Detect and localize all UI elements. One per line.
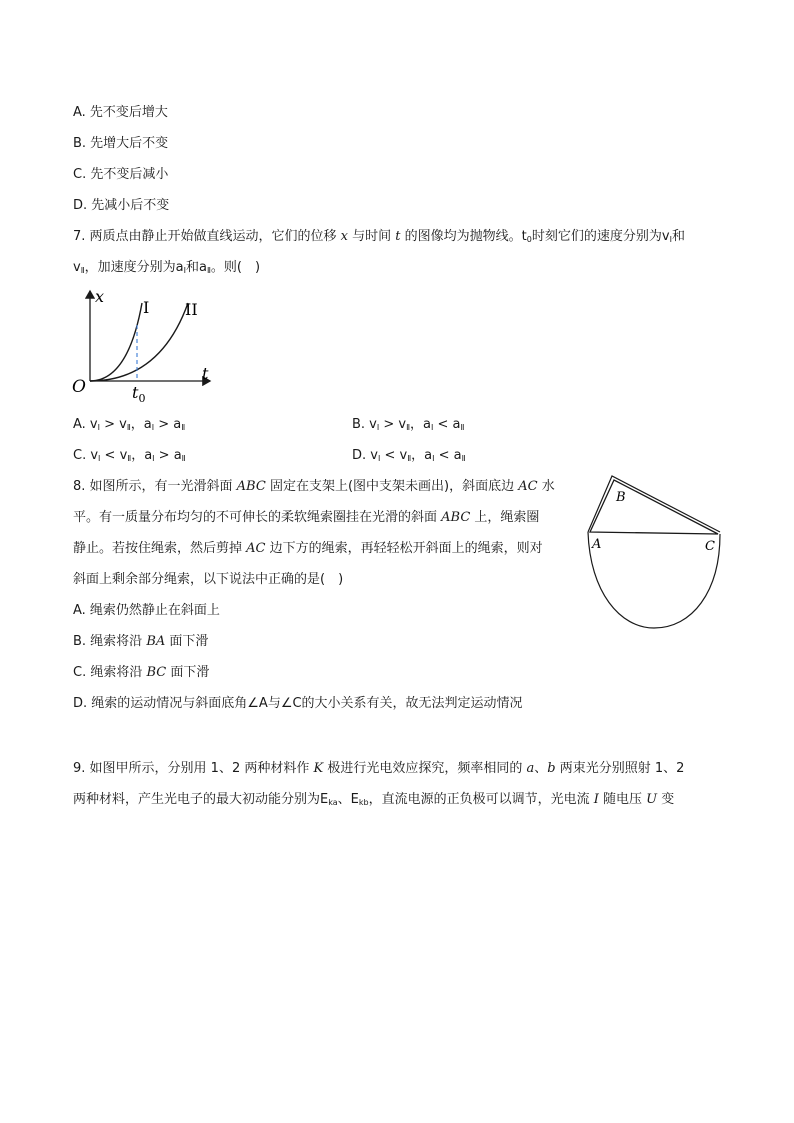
opt-var-ba: BA <box>146 634 166 649</box>
t0-label-sub: 0 <box>138 392 146 403</box>
q9-text: 极进行光电效应探究，频率相同的 <box>323 761 527 776</box>
q7-text: 的图像均为抛物线。 <box>400 229 522 244</box>
opt-sub: Ⅰ <box>376 423 380 432</box>
q9-text: 9. 如图甲所示，分别用 1、2 两种材料作 <box>73 761 314 776</box>
opt-var-bc: BC <box>146 665 167 680</box>
q9-text: 、E <box>337 792 359 807</box>
q8-var-ac: AC <box>518 479 538 494</box>
q8-text: 平。有一质量分布均匀的不可伸长的柔软绳索圈挂在光滑的斜面 <box>73 510 442 525</box>
origin-label: O <box>72 377 86 397</box>
opt-text: > v <box>379 417 407 432</box>
q7-var-v: v <box>661 229 670 244</box>
q9-var-a: a <box>526 761 535 776</box>
q9-var-u: U <box>646 792 658 807</box>
opt-text: ，a <box>130 417 152 432</box>
q7-stem-line1 <box>73 228 685 249</box>
q7-text: ，加速度分别为 <box>84 260 176 275</box>
opt-text: < v <box>380 448 408 463</box>
opt-text: ，a <box>131 448 153 463</box>
q9-var-k: K <box>313 761 324 776</box>
q7-text: 和 <box>671 229 685 244</box>
q9-text: 、 <box>534 761 548 776</box>
q8-text: 静止。若按住绳索，然后剪掉 <box>73 541 247 556</box>
opt-sub: Ⅱ <box>460 423 465 432</box>
rope-upper <box>588 476 720 532</box>
q7-var-a: a <box>199 260 207 275</box>
prev-option-a: A. 先不变后增大 <box>73 105 168 120</box>
opt-text: B. v <box>352 417 377 432</box>
q8-slope-figure <box>580 472 730 634</box>
opt-sub: Ⅱ <box>181 454 186 463</box>
opt-text: A. v <box>73 417 98 432</box>
opt-text: 面下滑 <box>166 665 210 680</box>
opt-sub: Ⅱ <box>127 454 132 463</box>
label-a: A <box>592 537 602 552</box>
opt-sub: Ⅰ <box>431 423 434 432</box>
q7-sub: Ⅰ <box>669 235 672 244</box>
prev-option-c: C. 先不变后减小 <box>73 167 169 182</box>
q7-var-x: x <box>340 229 349 244</box>
opt-text: > v <box>99 417 127 432</box>
q7-text: 与时间 <box>348 229 396 244</box>
q9-text: 变 <box>657 792 675 807</box>
opt-sub: Ⅰ <box>432 454 435 463</box>
q7-var-v: v <box>73 260 81 275</box>
q9-text: 随电压 <box>598 792 647 807</box>
prev-option-b: B. 先增大后不变 <box>73 136 169 151</box>
q7-var-t0: t <box>521 229 527 244</box>
q7-text: 7. 两质点由静止开始做直线运动，它们的位移 <box>73 229 341 244</box>
q8-option-b[interactable] <box>73 633 208 651</box>
prev-option-d: D. 先减小后不变 <box>73 198 170 213</box>
opt-sub: Ⅰ <box>151 423 155 432</box>
q8-option-c[interactable] <box>73 664 209 682</box>
opt-sub: Ⅰ <box>98 454 101 463</box>
q9-text: ，直流电源的正负极可以调节，光电流 <box>368 792 594 807</box>
opt-text: ，a <box>410 417 432 432</box>
t0-label-main: t <box>132 383 139 402</box>
curve-2-label: II <box>185 300 198 319</box>
opt-text: > a <box>154 448 182 463</box>
opt-text: C. 绳索将沿 <box>73 665 147 680</box>
q7-sub: Ⅱ <box>206 266 211 275</box>
y-axis-label: x <box>95 287 105 306</box>
curve-1-label: I <box>143 298 150 317</box>
curve-1 <box>90 303 142 381</box>
q7-option-c[interactable] <box>73 447 186 468</box>
opt-text: C. v <box>73 448 99 463</box>
q7-sub: Ⅱ <box>80 266 85 275</box>
q9-text: 两束光分别照射 1、2 <box>555 761 685 776</box>
q8-option-d[interactable]: D. 绳索的运动情况与斜面底角∠A与∠C的大小关系有关，故无法判定运动情况 <box>73 696 523 711</box>
q8-stem-line2 <box>73 509 539 527</box>
q9-stem-line1 <box>73 760 684 778</box>
q8-stem-line4: 斜面上剩余部分绳索，以下说法中正确的是( ) <box>73 572 344 587</box>
opt-text: ，a <box>411 448 433 463</box>
opt-text: 面下滑 <box>165 634 209 649</box>
x-axis-label: t <box>202 364 209 383</box>
q7-option-b[interactable] <box>352 416 464 437</box>
q7-option-a[interactable] <box>73 416 185 437</box>
q7-stem-line2 <box>73 259 260 280</box>
q8-text: 8. 如图所示，有一光滑斜面 <box>73 479 237 494</box>
q7-sub: 0 <box>526 235 532 244</box>
q8-var-abc: ABC <box>236 479 266 494</box>
rope-lower-loop <box>588 532 720 628</box>
opt-text: < v <box>100 448 128 463</box>
opt-sub: Ⅱ <box>406 423 411 432</box>
q7-text: 时刻它们的速度分别为 <box>531 229 662 244</box>
q8-var-ac: AC <box>246 541 266 556</box>
q8-text: 水 <box>537 479 555 494</box>
q8-text: 边下方的绳索，再轻轻松开斜面上的绳索，则对 <box>265 541 543 556</box>
opt-text: < a <box>433 417 461 432</box>
q8-stem-line3 <box>73 540 543 558</box>
opt-sub: Ⅱ <box>126 423 131 432</box>
q7-var-a: a <box>175 260 184 275</box>
opt-text: B. 绳索将沿 <box>73 634 147 649</box>
q9-stem-line2 <box>73 791 674 812</box>
q9-var-b: b <box>547 761 556 776</box>
opt-sub: Ⅱ <box>407 454 412 463</box>
label-c: C <box>705 539 715 554</box>
q7-text: 和 <box>185 260 199 275</box>
incline-triangle <box>590 480 718 534</box>
q7-text: 。则( ) <box>210 260 261 275</box>
q7-var-t: t <box>395 229 401 244</box>
q8-option-a[interactable]: A. 绳索仍然静止在斜面上 <box>73 603 220 618</box>
opt-sub: Ⅰ <box>377 454 381 463</box>
q8-var-abc: ABC <box>441 510 471 525</box>
q8-text: 固定在支架上(图中支架未画出)，斜面底边 <box>265 479 519 494</box>
q8-text: 上，绳索圈 <box>470 510 540 525</box>
label-b: B <box>616 490 626 505</box>
t0-label <box>132 383 145 403</box>
q7-option-d[interactable] <box>352 447 466 468</box>
opt-sub: Ⅱ <box>461 454 466 463</box>
opt-sub: Ⅰ <box>97 423 100 432</box>
q9-text: 两种材料，产生光电子的最大初动能分别为E <box>73 792 329 807</box>
q7-xt-graph <box>70 285 220 403</box>
opt-text: < a <box>434 448 462 463</box>
opt-sub: Ⅰ <box>152 454 155 463</box>
q8-stem-line1 <box>73 478 555 496</box>
q7-sub: Ⅰ <box>183 266 186 275</box>
q9-var-i: I <box>593 792 599 807</box>
opt-text: > a <box>154 417 182 432</box>
opt-sub: Ⅱ <box>181 423 186 432</box>
q9-sub: kb <box>358 798 369 807</box>
q9-sub: ka <box>328 798 338 807</box>
opt-text: D. v <box>352 448 378 463</box>
